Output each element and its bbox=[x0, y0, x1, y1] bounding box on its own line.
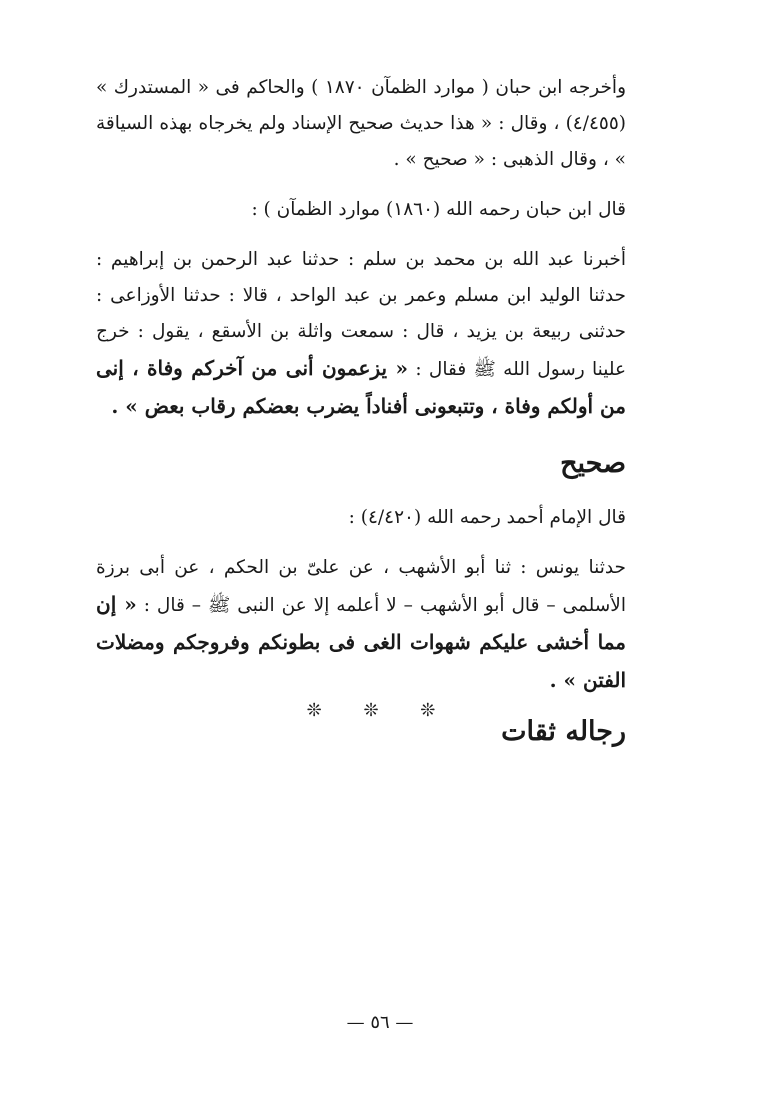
source-heading-text: قال ابن حبان رحمه الله (١٨٦٠) موارد الظمآن ) : bbox=[251, 199, 626, 220]
source-heading-ahmad bbox=[96, 500, 626, 536]
hadith-paragraph-2 bbox=[96, 550, 626, 700]
source-heading-text: قال الإمام أحمد رحمه الله (٤/٤٢٠) : bbox=[348, 507, 626, 528]
source-heading-ibn-hibban bbox=[96, 192, 626, 228]
isnad-text: حدثنا يونس : ثنا أبو الأشهب ، عن علىّ بن الحكم ، عن أبى برزة الأسلمى – قال أبو الأشهب – لا أعلمه إلا عن النبى ﷺ – قال : bbox=[96, 557, 626, 616]
takhrij-paragraph bbox=[96, 70, 626, 178]
grade-label: صحيح bbox=[560, 448, 626, 479]
isnad-text: أخبرنا عبد الله بن محمد بن سلم : حدثنا عبد الرحمن بن إبراهيم : حدثنا الوليد ابن مسلم وعمر بن عبد الواحد ، قالا : حدثنا الأوزاعى : حدثنى ربيعة بن يزيد ، قال : سمعت واثلة بن الأسقع ، يقول : خرج علينا رسول الله ﷺ فقال : bbox=[96, 249, 627, 380]
section-separator: ❊ ❊ ❊ bbox=[306, 700, 454, 721]
hadith-paragraph-1 bbox=[96, 242, 626, 426]
page-body bbox=[96, 70, 626, 752]
grade-label: رجاله ثقات bbox=[501, 716, 626, 747]
matn-text: « إن مما أخشى عليكم شهوات الغى فى بطونكم وفروجكم ومضلات الفتن » . bbox=[96, 592, 626, 692]
page-number: — ٥٦ — bbox=[346, 1012, 414, 1033]
takhrij-text: وأخرجه ابن حبان ( موارد الظمآن ١٨٧٠ ) والحاكم فى « المستدرك » (٤/٤٥٥) ، وقال : « هذا حديث صحيح الإسناد ولم يخرجاه بهذه السياقة » ، وقال الذهبى : « صحيح » . bbox=[96, 77, 626, 170]
matn-text: « يزعمون أنى من آخركم وفاة ، إنى من أولكم وفاة ، وتتبعونى أفناداً يضرب بعضكم رقاب بعض » . bbox=[96, 356, 626, 418]
